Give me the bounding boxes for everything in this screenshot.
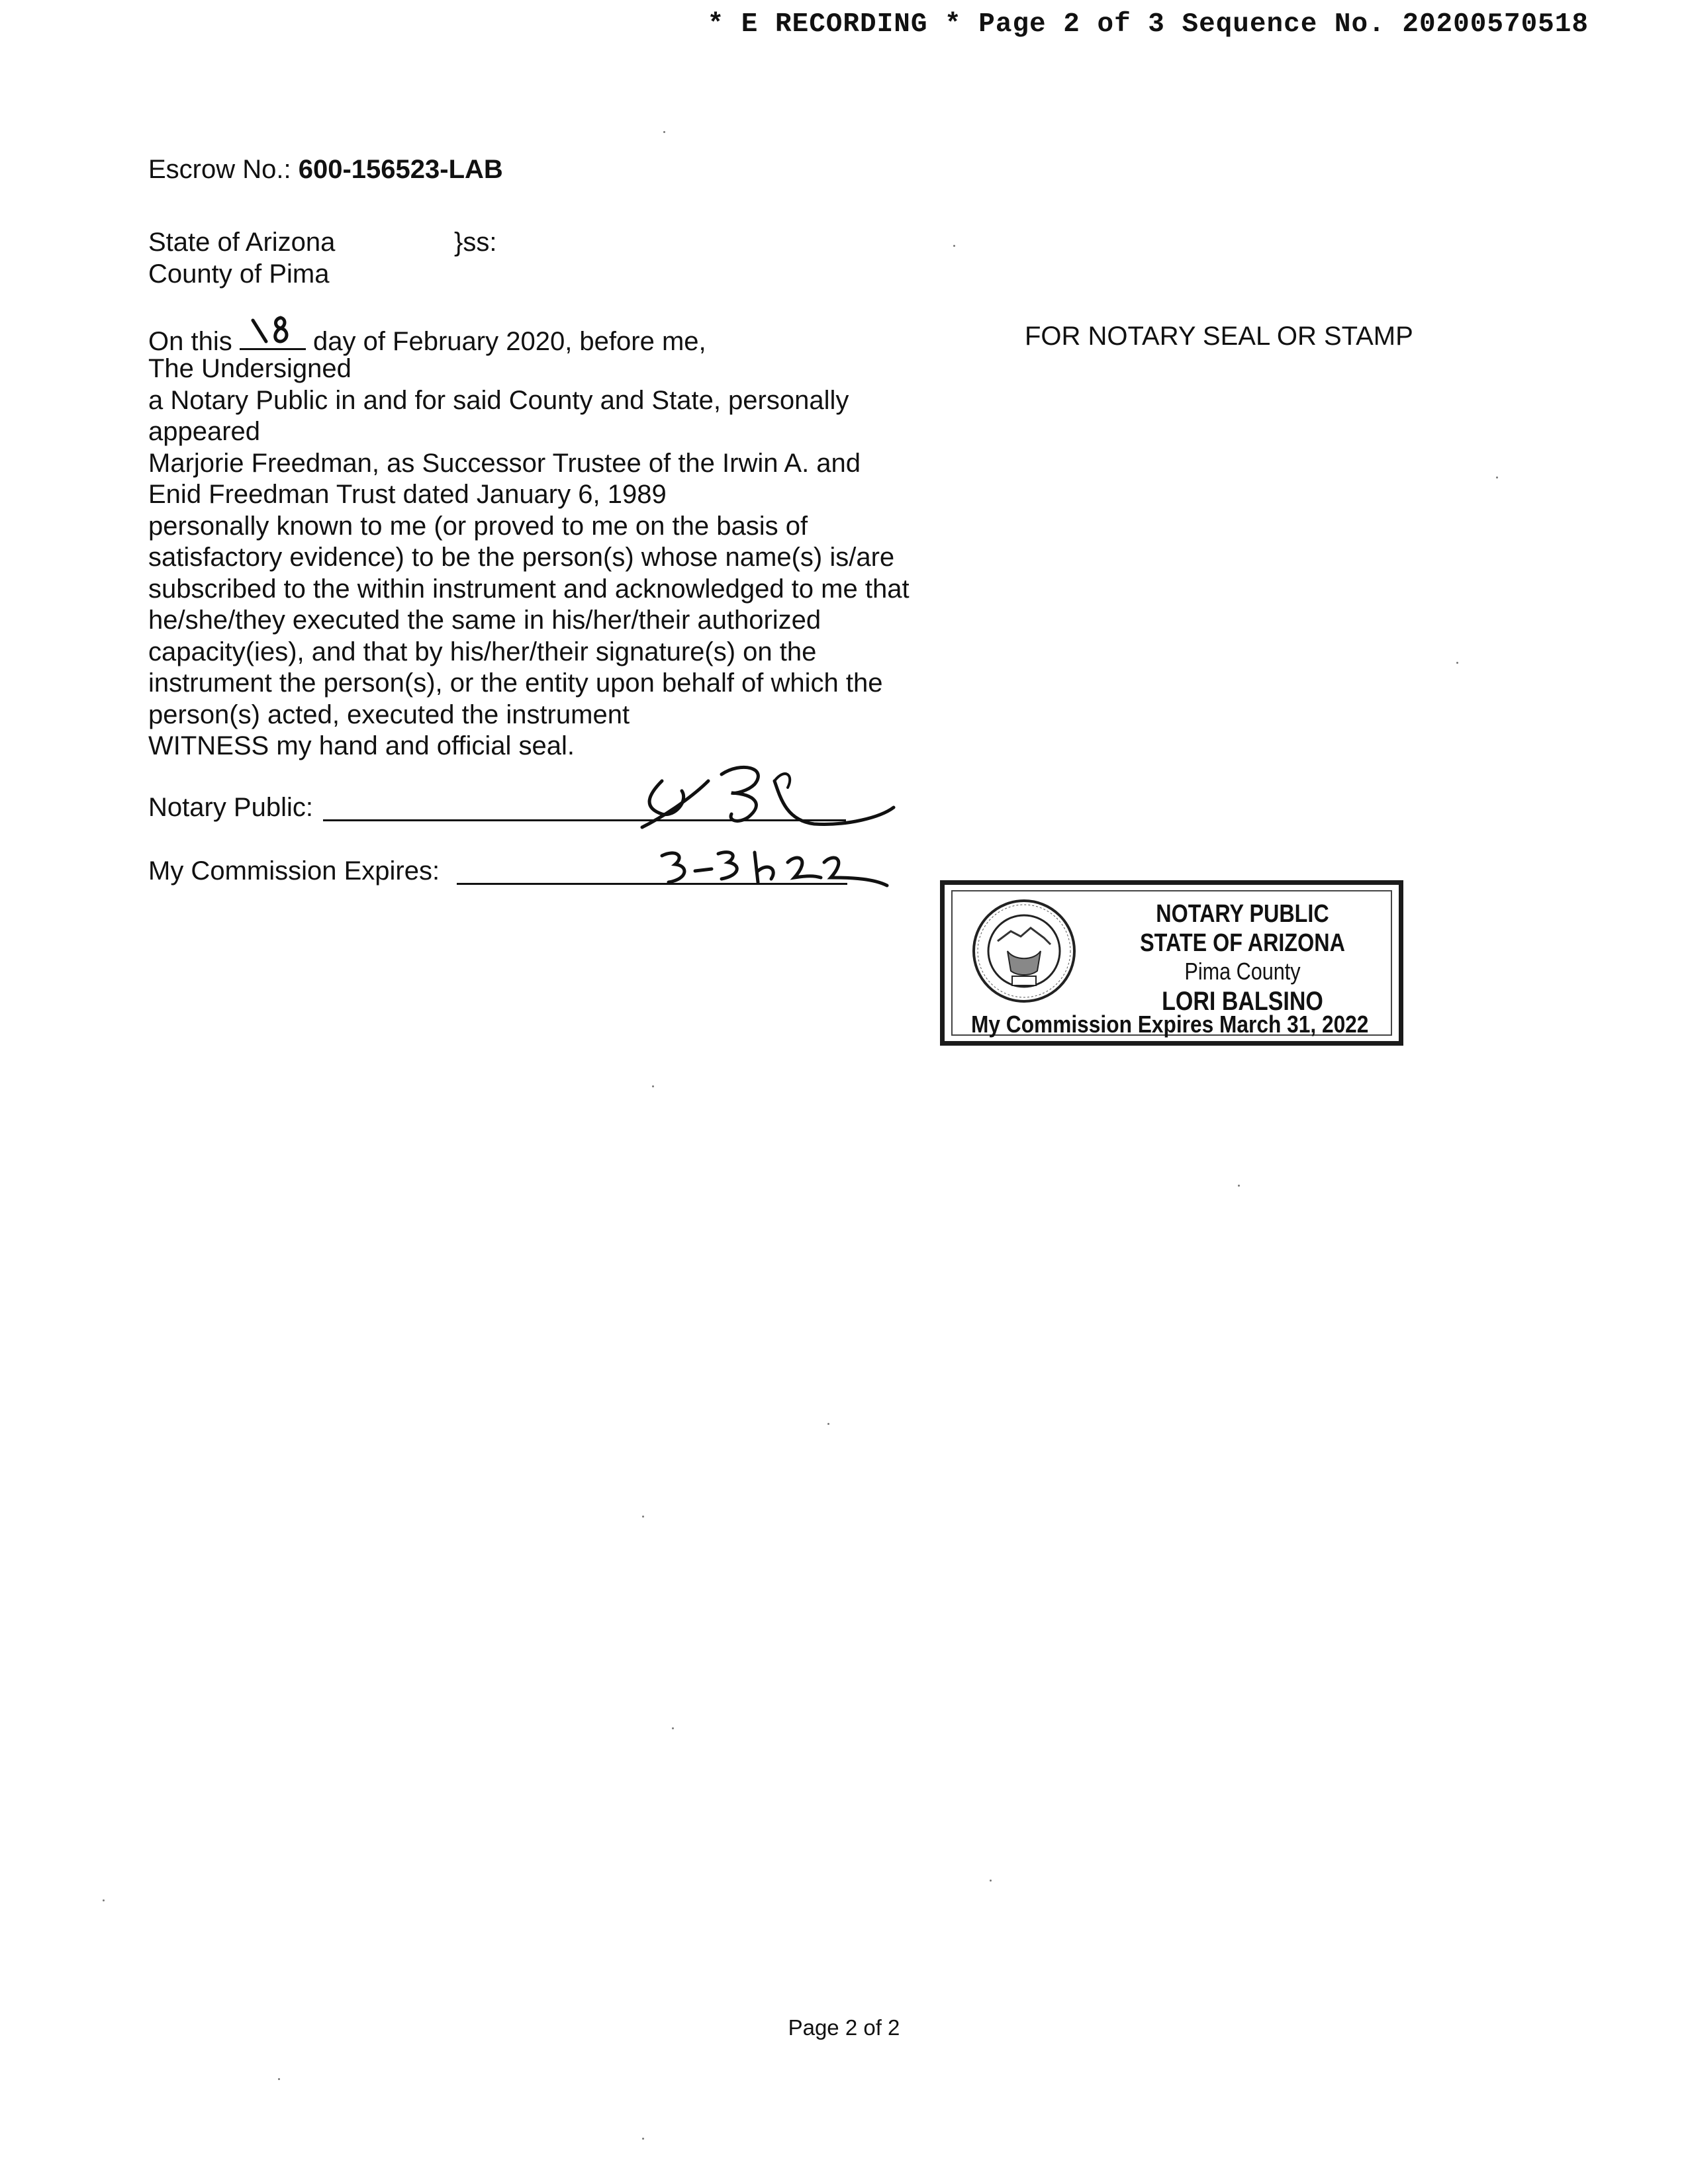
scan-speck xyxy=(642,2138,644,2140)
scan-speck xyxy=(672,1727,674,1729)
arizona-state-seal-icon xyxy=(971,898,1077,1004)
ack-line: Enid Freedman Trust dated January 6, 1989 xyxy=(148,480,667,509)
ack-on-this: On this xyxy=(148,327,232,356)
commission-expires-label: My Commission Expires: xyxy=(148,856,440,886)
ack-line: person(s) acted, executed the instrument xyxy=(148,700,630,729)
ack-first-line xyxy=(148,322,706,357)
scan-speck xyxy=(1238,1185,1240,1187)
venue-state: State of Arizona xyxy=(148,228,336,257)
notary-public-label: Notary Public: xyxy=(148,793,313,822)
ack-line: Marjorie Freedman, as Successor Trustee of the Irwin A. and xyxy=(148,448,861,478)
notary-stamp xyxy=(940,880,1403,1046)
page-footer: Page 2 of 2 xyxy=(788,2015,900,2040)
acknowledgment-body xyxy=(148,353,910,762)
stamp-state: STATE OF ARIZONA xyxy=(1140,929,1345,957)
ack-line: The Undersigned xyxy=(148,354,352,383)
day-handwriting-icon xyxy=(240,314,306,348)
scan-speck xyxy=(827,1423,829,1425)
scan-speck xyxy=(278,2078,280,2080)
ack-line: capacity(ies), and that by his/her/their signature(s) on the xyxy=(148,637,817,666)
ack-day-of: day of February 2020, before me, xyxy=(312,327,706,356)
scan-speck xyxy=(663,131,665,133)
seal-area-label: FOR NOTARY SEAL OR STAMP xyxy=(1025,322,1413,351)
stamp-title: NOTARY PUBLIC xyxy=(1156,900,1329,928)
ack-line: satisfactory evidence) to be the person(s) whose name(s) is/are xyxy=(148,543,895,572)
scan-speck xyxy=(652,1085,654,1087)
stamp-commission-expires: My Commission Expires March 31, 2022 xyxy=(971,1011,1369,1038)
notary-signature-icon xyxy=(622,754,900,841)
stamp-text-block xyxy=(1130,899,1355,1017)
scan-speck xyxy=(953,245,955,247)
scan-speck xyxy=(990,1880,992,1882)
venue-ss: }ss: xyxy=(454,228,497,257)
commission-expires-handwriting xyxy=(655,846,894,892)
ack-line: appeared xyxy=(148,417,261,446)
scan-speck xyxy=(1496,477,1498,478)
ack-line: WITNESS my hand and official seal. xyxy=(148,731,575,760)
escrow-number: 600-156523-LAB xyxy=(298,155,503,184)
venue-county: County of Pima xyxy=(148,259,330,289)
scan-speck xyxy=(1456,662,1458,664)
ack-line: instrument the person(s), or the entity upon behalf of which the xyxy=(148,668,883,698)
scan-speck xyxy=(642,1516,644,1518)
recording-header: * E RECORDING * Page 2 of 3 Sequence No. 20200570518 xyxy=(707,9,1589,40)
stamp-county: Pima County xyxy=(1184,958,1301,985)
scan-speck xyxy=(103,1899,105,1901)
escrow-label: Escrow No.: xyxy=(148,155,291,184)
ack-line: a Notary Public in and for said County and State, personally xyxy=(148,385,849,415)
ack-line: personally known to me (or proved to me on the basis of xyxy=(148,511,808,541)
escrow-line xyxy=(148,154,503,185)
ack-line: he/she/they executed the same in his/her/their authorized xyxy=(148,606,821,635)
stamp-notary-name: LORI BALSINO xyxy=(1162,987,1323,1016)
ack-line: subscribed to the within instrument and acknowledged to me that xyxy=(148,574,910,604)
day-handwritten xyxy=(240,322,306,350)
